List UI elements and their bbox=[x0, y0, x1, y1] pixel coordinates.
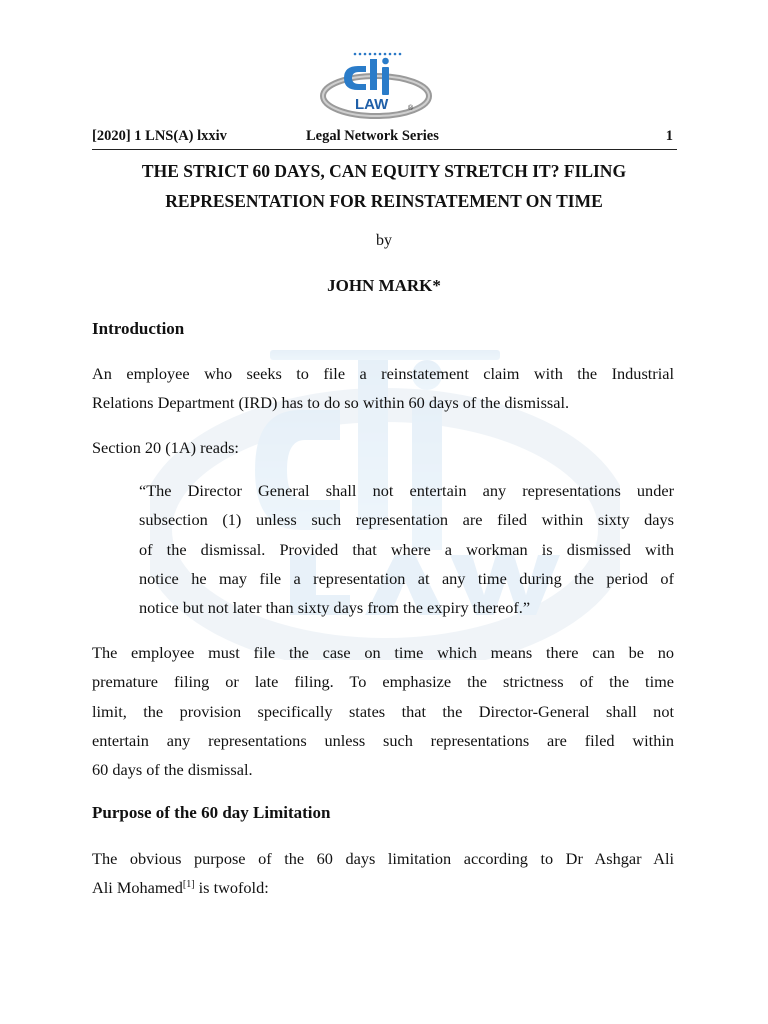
text-line: limit, the provision specifically states that the Director-General shall not bbox=[92, 701, 674, 721]
quote-line: of the dismissal. Provided that where a workman is dismissed with bbox=[139, 539, 674, 559]
byline: by bbox=[376, 232, 392, 249]
text-line: premature filing or late filing. To emphasize the strictness of the time bbox=[92, 672, 674, 692]
text-line: Section 20 (1A) reads: bbox=[92, 438, 239, 457]
text-line: 60 days of the dismissal. bbox=[92, 760, 253, 780]
series-name: Legal Network Series bbox=[306, 128, 439, 144]
intro-paragraph-2 bbox=[92, 638, 674, 784]
header-divider bbox=[92, 149, 677, 150]
running-header bbox=[92, 128, 677, 148]
heading-purpose: Purpose of the 60 day Limitation bbox=[92, 803, 331, 822]
logo-law-text: LAW bbox=[355, 96, 389, 113]
text-line: Relations Department (IRD) has to do so within 60 days of the dismissal. bbox=[92, 393, 570, 413]
text-line: The employee must file the case on time which means there can be no bbox=[92, 643, 674, 662]
text-line bbox=[92, 873, 674, 902]
intro-paragraph-1 bbox=[92, 359, 674, 418]
purpose-paragraph bbox=[92, 844, 674, 903]
article-title bbox=[60, 156, 708, 216]
text-line: An employee who seeks to file a reinstatement claim with the Industrial bbox=[92, 364, 674, 383]
title-line-1: THE STRICT 60 DAYS, CAN EQUITY STRETCH IT? FILING bbox=[141, 161, 627, 181]
text-line: The obvious purpose of the 60 days limitation according to Dr Ashgar Ali bbox=[92, 849, 674, 868]
heading-introduction: Introduction bbox=[92, 319, 185, 338]
page-number: 1 bbox=[665, 128, 673, 144]
title-line-2: REPRESENTATION FOR REINSTATEMENT ON TIME bbox=[165, 191, 603, 211]
citation: [2020] 1 LNS(A) lxxiv bbox=[92, 128, 227, 144]
author-name: JOHN MARK* bbox=[327, 276, 441, 295]
quote-line: notice but not later than sixty days from the expiry thereof.” bbox=[139, 598, 531, 618]
clj-law-logo bbox=[318, 48, 438, 122]
registered-mark: ® bbox=[408, 105, 414, 112]
author-reference: Ali Mohamed bbox=[92, 878, 183, 898]
statute-quote bbox=[139, 476, 674, 622]
quote-line: subsection (1) unless such representation are filed within sixty days bbox=[139, 510, 674, 530]
footnote-link[interactable]: [1] bbox=[182, 879, 195, 891]
quote-line: “The Director General shall not entertain any representations under bbox=[139, 481, 674, 500]
section-reference bbox=[92, 433, 674, 462]
text-line: entertain any representations unless such representations are filed within bbox=[92, 730, 674, 750]
text-fragment: is twofold: bbox=[194, 878, 269, 898]
quote-line: notice he may file a representation at any time during the period of bbox=[139, 568, 674, 588]
